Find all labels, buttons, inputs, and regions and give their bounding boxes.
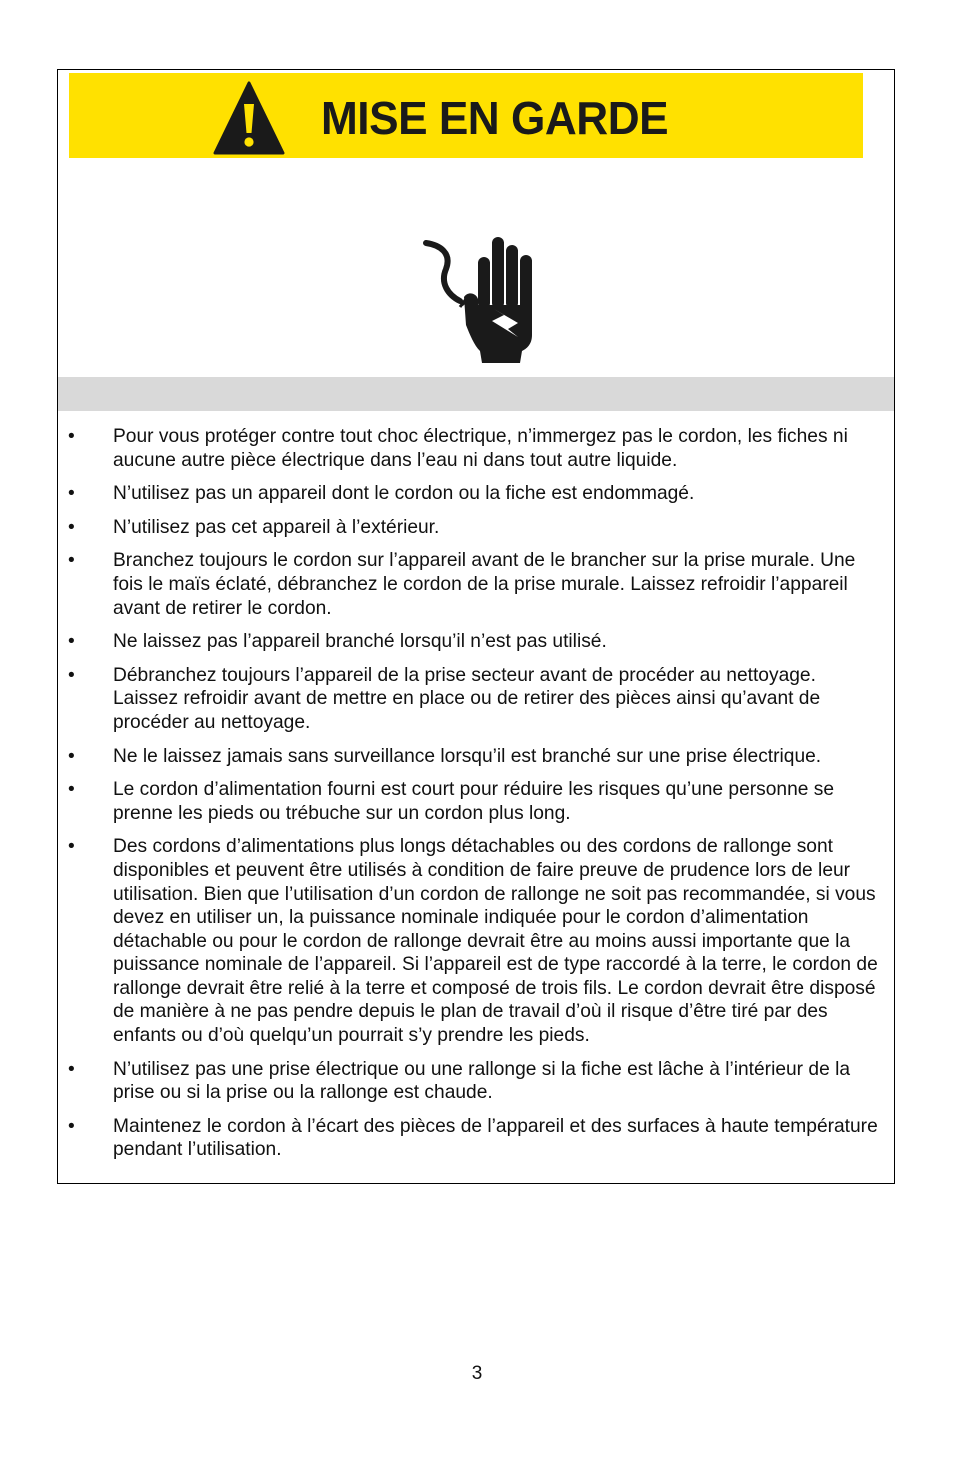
warning-banner [69, 73, 863, 158]
bullet: • [68, 1115, 75, 1137]
list-item [58, 549, 894, 620]
list-item-text: Ne laissez pas l’appareil branché lorsqu’il n’est pas utilisé. [113, 631, 607, 653]
bullet: • [68, 483, 75, 505]
list-item-text: N’utilisez pas un appareil dont le cordon ou la fiche est endommagé. [113, 483, 695, 505]
list-item [58, 516, 894, 540]
page-number: 3 [471, 1363, 483, 1384]
list-item [58, 630, 894, 654]
list-item [58, 1115, 894, 1162]
list-item-text: Débranchez toujours l’appareil de la prise secteur avant de procéder au nettoyage. Laissez refroidir avant de mettre en place ou de retirer des pièces ainsi qu’avant de procéder au nettoyage. [113, 664, 821, 733]
bullet: • [68, 779, 75, 801]
list-item-text: Des cordons d’alimentations plus longs détachables ou des cordons de rallonge sont disponibles et peuvent être utilisés à condition de faire preuve de prudence lors de leur utilisation. Bien que l’utilisation d’un cordon de rallonge ne soit pas recommandée, si vous devez en utiliser un, la puissance nominale indiquée pour le cordon d’alimentation détachable ou pour le cordon de rallonge devrait être au moins aussi importante que la puissance nominale de l’appareil. Si l’appareil est de type raccordé à la terre, le cordon de rallonge devrait être relié à la terre et composé de trois fils. Le cordon devrait être disposé de manière à ne pas pendre depuis le plan de travail d’où il risque d’être tiré par des enfants ou d’où quelqu’un pourrait s’y prendre les pieds. [113, 836, 878, 1047]
list-item-text: Maintenez le cordon à l’écart des pièces de l’appareil et des surfaces à haute température pendant l’utilisation. [113, 1115, 878, 1161]
bullet: • [68, 1058, 75, 1080]
warning-box [57, 69, 895, 1184]
section-divider-bar [58, 377, 894, 411]
bullet: • [68, 426, 75, 447]
bullet: • [68, 836, 75, 858]
list-item [58, 664, 894, 735]
list-item [58, 482, 894, 506]
list-item-text: N’utilisez pas cet appareil à l’extérieur. [113, 516, 440, 538]
bullet: • [68, 631, 75, 653]
warning-triangle-icon [213, 80, 285, 156]
list-item [58, 778, 894, 825]
bullet: • [68, 516, 75, 538]
list-item-text: Branchez toujours le cordon sur l’appareil avant de le brancher sur la prise murale. Une fois le maïs éclaté, débranchez le cordon de la prise murale. Laissez refroidir l’appareil avant de retirer le cordon. [113, 550, 856, 619]
banner-title: MISE EN GARDE [321, 92, 669, 144]
safety-instructions-list [58, 425, 894, 1172]
bullet: • [68, 664, 75, 686]
list-item-text: Ne le laissez jamais sans surveillance lorsqu’il est branché sur une prise électrique. [113, 745, 822, 767]
electric-shock-hand-icon [422, 235, 534, 363]
list-item [58, 835, 894, 1047]
list-item [58, 425, 894, 472]
list-item-text: N’utilisez pas une prise électrique ou une rallonge si la fiche est lâche à l’intérieur de la prise ou si la prise ou la rallonge est chaude. [113, 1058, 851, 1104]
bullet: • [68, 745, 75, 767]
list-item-text: Pour vous protéger contre tout choc électrique, n’immergez pas le cordon, les fiches ni aucune autre pièce électrique dans l’eau ni dans tout autre liquide. [113, 426, 848, 471]
bullet: • [68, 550, 75, 572]
list-item [58, 745, 894, 769]
list-item-text: Le cordon d’alimentation fourni est court pour réduire les risques qu’une personne se prenne les pieds ou trébuche sur un cordon plus long. [113, 779, 835, 824]
list-item [58, 1058, 894, 1105]
